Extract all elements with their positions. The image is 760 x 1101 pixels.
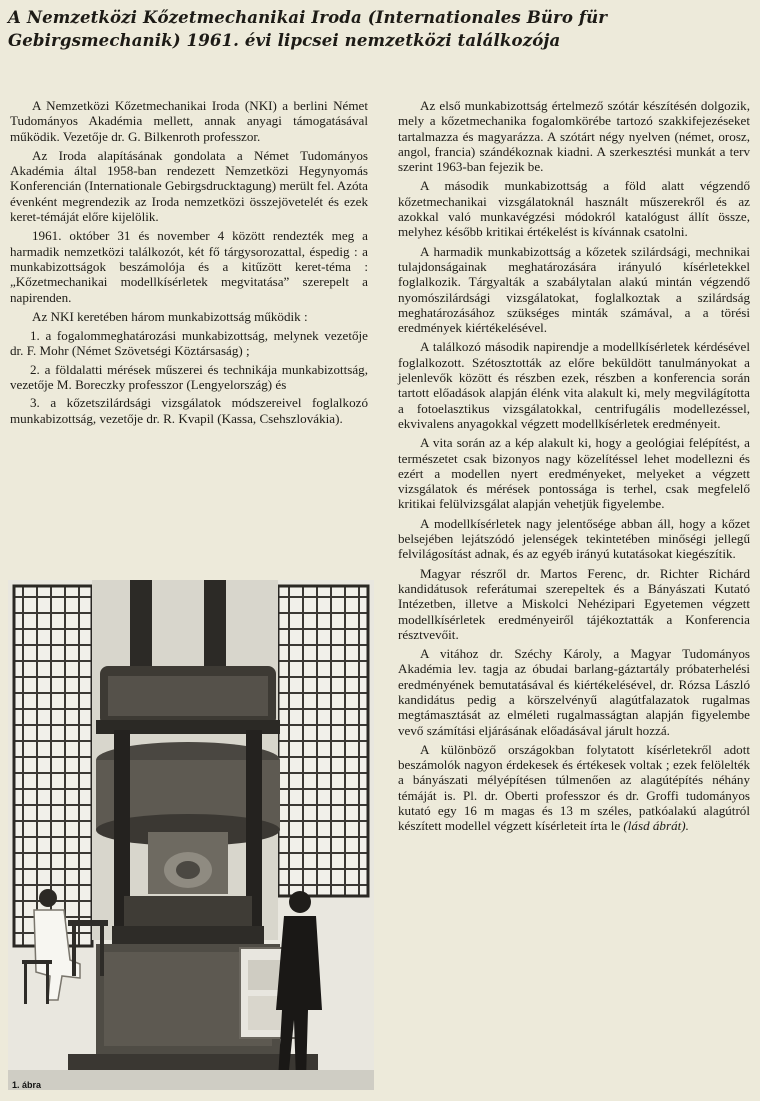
- paragraph-last: [398, 742, 750, 834]
- left-column: [10, 98, 368, 429]
- paragraph: A találkozó második napirendje a modellkísérletek kérdésével foglalkozott. Szétosztották az előre beküldött tanulmányokat a jelenlevők között és részben ezek, részben a konferencia során tartott előadások alapján élénk vita alakult ki, mely megvilágította a fotoelasztikus vizsgálatokkal, centrifugális modellezéssel, ekvivalens anyagokkal végzett modellkísérletek eredményeit.: [398, 339, 750, 431]
- list-item: 3. a kőzetszilárdsági vizsgálatok módszereivel foglalkozó munkabizottság, vezetője dr. R. Kvapil (Kassa, Csehszlovákia).: [10, 395, 368, 426]
- paragraph: Magyar részről dr. Martos Ferenc, dr. Richter Richárd kandidátusok referátumai szerepeltek és a Bányászati Kutató Intézetben, illetve a Miskolci Nehézipari Egyetemen végzett modellkísérletek eredményeiről tájékoztatták a Konferencia résztvevőit.: [398, 565, 750, 642]
- press-machine-figure: [8, 580, 374, 1090]
- paragraph: A vitához dr. Széchy Károly, a Magyar Tudományos Akadémia lev. tagja az óbudai barlang-gáztartály próbaterhelési eredményének bemutatásával és kiértékelésével, dr. Rózsa László kandidátus pedig a körszelvényű alagútfalazatok rugalmas megtámasztását az elméleti rugalmasságtan alapján figyelembe vevő számítási eljárásának előadásával járult hozzá.: [398, 646, 750, 738]
- paragraph: Az NKI keretében három munkabizottság működik :: [32, 308, 308, 324]
- paragraph: A vita során az a kép alakult ki, hogy a geológiai felépítést, a természetet csak bizonyos nagy közelítéssel lehet modellezni és ezért a modellen nyert eredményeket, melyeket a végzett vizsgálatok és mérések pontossága is terhel, csak megfelelő kritikai felülvizsgálat alapján vehetjük figyelembe.: [398, 435, 750, 512]
- press-machine-photo: [8, 580, 374, 1090]
- figure-caption: 1. ábra: [12, 1080, 42, 1090]
- right-column: [398, 98, 750, 838]
- paragraph-text: A különböző országokban folytatott kísérletekről adott beszámolók nagyon érdekesek és értékesek voltak ; ezek felölelték a bányászati mélyépítésen túlmenően az alagútépítés néhány témáját is. Pl. dr. Oberti professzor és dr. Groffi tudományos kutató egy 16 m magas és 13 m széles, patkóalakú alagútról készített modellel végzett kísérleteit írta le: [398, 741, 750, 834]
- paragraph: Az Iroda alapításának gondolata a Német Tudományos Akadémia által 1958-ban rendezett Nemzetközi Hegynyomás Konferencián (Internationale Gebirgsdrucktagung) merült fel. Azóta évenként megrendezik az Iroda nemzetközi összejövetelét és ezek keret-témáját előre kijelölik.: [10, 147, 368, 225]
- paragraph: 1961. október 31 és november 4 között rendezték meg a harmadik nemzetközi találkozót, két fő tárgysorozattal, éspedig : a munkabizottságok beszámolója és a kitűzött keret-téma : „Kőzetmechanikai modellkísérletek megvitatása” szerepelt a napirenden.: [10, 228, 368, 305]
- paragraph: Az első munkabizottság értelmező szótár készítésén dolgozik, mely a kőzetmechanika fogalomkörébe tartozó szakkifejezéseket tartalmazza és magyarázza. A szótárt négy nyelven (német, orosz, angol, francia) szándékoznak kiadni. A szerkesztési munkát a terv szerint 1963-ban fejezik be.: [398, 98, 750, 175]
- list-item: 1. a fogalommeghatározási munkabizottság, melynek vezetője dr. F. Mohr (Német Szövetségi Köztársaság) ;: [10, 328, 368, 359]
- paragraph: A harmadik munkabizottság a kőzetek szilárdsági, mechnikai tulajdonságainak meghatározására irányuló kísérletekkel foglalkozik. Tárgyalták a szabálytalan alakú mintán végzendő nyomószilárdsági vizsgálatokat, foglalkoztak a szilárdság meghatározásához szükséges minták számával, a a törési eredmények kiértékelésével.: [398, 243, 750, 336]
- paragraph: A modellkísérletek nagy jelentősége abban áll, hogy a kőzet belsejében lejátszódó jelenségek tekintetében minőségi jellegű felvilágosítást adnak, és az egyéb irányú kutatásokat kiegészítik.: [398, 515, 750, 562]
- figure-reference: (lásd ábrát).: [623, 818, 689, 834]
- paragraph: A Nemzetközi Kőzetmechanikai Iroda (NKI) a berlini Német Tudományos Akadémia mellett, annak anyagi támogatásával működik. Vezetője dr. G. Bilkenroth professzor.: [10, 98, 368, 144]
- article-title: A Nemzetközi Kőzetmechanikai Iroda (Internationales Büro für Gebirgsmechanik) 1961. évi lipcsei nemzetközi találkozója: [8, 7, 608, 50]
- paragraph: A második munkabizottság a föld alatt végzendő kőzetmechanikai vizsgálatoknál használt műszerekről és az azokkal való munkavégzési módokról katalógust állít össze, melyhez később kritikai értékelést is kívánnak csatolni.: [398, 178, 750, 240]
- list-item: 2. a földalatti mérések műszerei és technikája munkabizottság, vezetője M. Boreczky professzor (Lengyelország) és: [10, 361, 368, 393]
